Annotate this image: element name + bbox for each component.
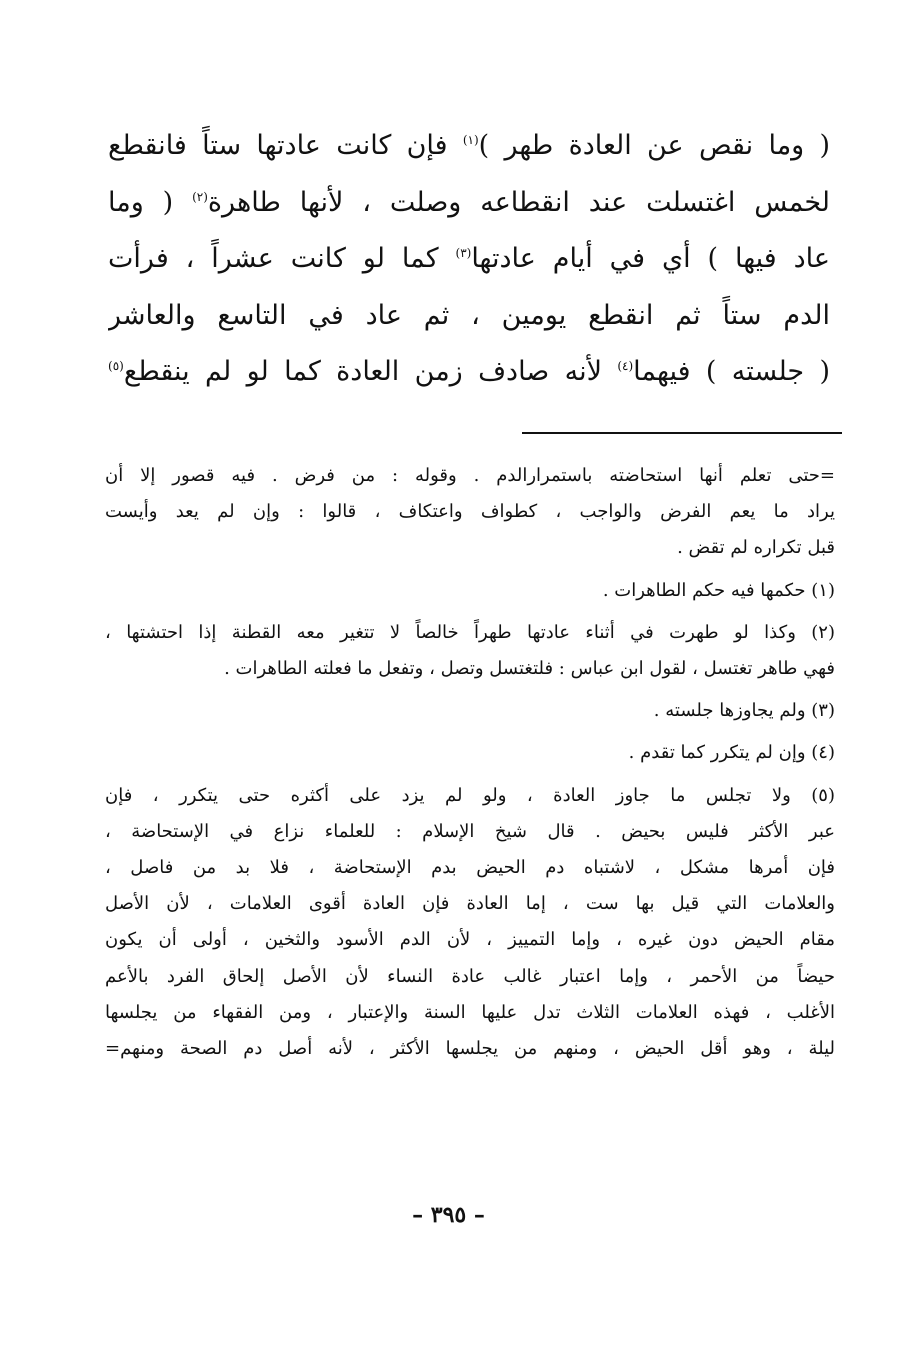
footnote-line: قبل تكراره لم تقض . — [677, 537, 835, 559]
footnote-ref-3: (٣) — [455, 246, 472, 260]
footnote-line: يراد ما يعم الفرض والواجب ، كطواف واعتكاف ، قالوا : وإن لم يعد وأيست — [105, 501, 835, 523]
footnote-ref-5: (٥) — [108, 359, 124, 373]
footnote-line: الأغلب ، فهذه العلامات الثلاث تدل عليها السنة والإعتبار ، ومن الفقهاء من يجلسها — [105, 1001, 835, 1023]
footnote-line: والعلامات التي قيل بها ست ، إما العادة فإن العادة أقوى العلامات ، لأن الأصل — [105, 893, 835, 915]
footnote-line: (٢) وكذا لو طهرت في أثناء عادتها طهراً خالصاً لا تتغير معه القطنة إذا احتشتها ، — [105, 621, 835, 643]
footnotes — [105, 458, 835, 1067]
footnote-3 — [105, 693, 835, 729]
footnote-line: ليلة ، وهو أقل الحيض ، ومنهم من يجلسها الأكثر ، لأنه أصل دم الصحة ومنهم= — [105, 1038, 835, 1060]
main-line-3-text-a: عاد فيها ) أي في أيام عادتها — [471, 243, 830, 274]
footnote-line: (٥) ولا تجلس ما جاوز العادة ، ولو لم يزد على أكثره حتى يتكرر ، فإن — [105, 784, 835, 806]
main-line-3-text-b: كما لو كانت عشراً ، فرأت — [108, 243, 456, 274]
main-line-5-text-a: ( جلسته ) فيهما — [633, 356, 830, 387]
main-line-1-text-a: ( وما نقص عن العادة طهر ) — [478, 130, 830, 161]
footnote-ref-4: (٤) — [617, 359, 634, 373]
footnote-line: (١) حكمها فيه حكم الطاهرات . — [602, 579, 835, 601]
footnote-line: فإن أمرها مشكل ، لاشتباه دم الحيض بدم الإستحاضة ، فلا بد من فاصل ، — [105, 857, 835, 879]
footnote-5 — [105, 778, 835, 1068]
main-text — [108, 118, 830, 401]
footnote-4 — [105, 735, 835, 771]
main-line-2 — [108, 175, 830, 232]
footnote-2 — [105, 615, 835, 687]
footnote-line: (٤) وإن لم يتكرر كما تقدم . — [628, 742, 835, 764]
page-number: – ٣٩٥ – — [412, 1202, 485, 1228]
footnote-line: عبر الأكثر فليس بحيض . قال شيخ الإسلام : للعلماء نزاع في الإستحاضة ، — [105, 820, 835, 842]
footnote-line: حيضاً من الأحمر ، وإما اعتبار غالب عادة النساء لأن الأصل إلحاق الفرد بالأعم — [105, 965, 835, 987]
footnote-line: مقام الحيض دون غيره ، وإما التمييز ، لأن الدم الأسود والثخين ، أولى أن يكون — [105, 929, 835, 951]
main-line-5 — [108, 344, 830, 401]
main-line-3 — [108, 231, 830, 288]
main-line-1 — [108, 118, 830, 175]
main-line-4-text-a: الدم ستاً ثم انقطع يومين ، ثم عاد في التاسع والعاشر — [108, 299, 830, 331]
footnote-ref-1: (١) — [462, 133, 479, 147]
footnote-line: =حتى تعلم أنها استحاضته باستمرارالدم . وقوله : من فرض . فيه قصور إلا أن — [105, 465, 835, 486]
main-line-5-text-b: لأنه صادف زمن العادة كما لو لم ينقطع — [123, 356, 618, 387]
footnote-1 — [105, 573, 835, 609]
main-line-2-text-b: ( وما — [108, 186, 193, 218]
main-line-4 — [108, 288, 830, 345]
main-line-1-text-b: فإن كانت عادتها ستاً فانقطع — [108, 130, 463, 161]
footnote-line: فهي طاهر تغتسل ، لقول ابن عباس : فلتغتسل وتصل ، وتفعل ما فعلته الطاهرات . — [224, 658, 835, 680]
footnote-separator — [522, 432, 842, 434]
footnote-continued — [105, 458, 835, 567]
footnote-line: (٣) ولم يجاوزها جلسته . — [653, 700, 835, 722]
footnote-ref-2: (٢) — [192, 189, 208, 204]
main-line-2-text-a: لخمس اغتسلت عند انقطاعه وصلت ، لأنها طاهرة — [207, 186, 830, 218]
